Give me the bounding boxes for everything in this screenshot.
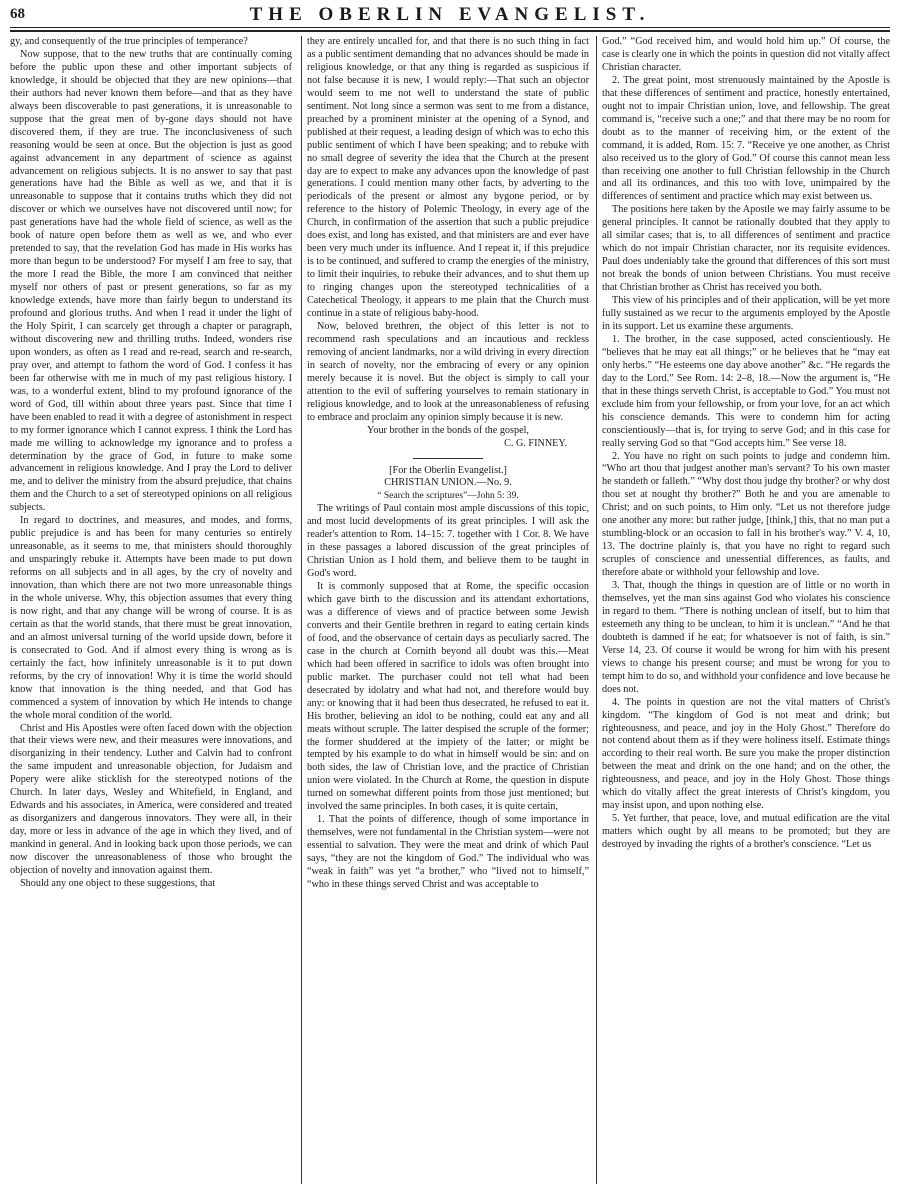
column-2: [307, 36, 589, 1184]
paragraph: 2. You have no right on such points to judge and condemn him. “Who art thou that judgest another man's servant? To his own master he standeth or falleth.” “Why dost thou judge thy brother? or why dost thou set at nought thy brother?” Both he and you are amenable to Christ; and on such points, to Him only. “Let us not therefore judge one another any more: but rather judge, [think,] this, that no man put a stumbling-block or an occasion to fall in his brother's way.” V. 4, 10, 13. The doctrine plainly is, that you have no right to regard such scruples of conscience and unessential differences, as faults, and therefore abate or withhold your fellowship and love.: [602, 450, 890, 579]
header-rule: [10, 27, 890, 28]
article-separator: [413, 458, 483, 459]
paragraph: 2. The great point, most strenuously maintained by the Apostle is that these differences of sentiment and practice, honestly entertained, ought not to impair Christian union, love, and fellowship. The great command is, “receive such a one;” and that there may be no room for doubt as to the manner of receiving him, or the extent of the command, it is added, Rom. 15: 7. “Receive ye one another, as Christ also received us to the glory of God.” Of course this cannot mean less than receiving one another to full Christian fellowship in the Church and all its ordinances, and this too with love, unimpaired by the differences of sentiment and practice which may exist between us.: [602, 74, 890, 203]
article-credit: [For the Oberlin Evangelist.]: [389, 464, 507, 476]
column-divider: [596, 36, 597, 1184]
letter-signature: C. G. FINNEY.: [504, 437, 567, 449]
paragraph: This view of his principles and of their application, will be yet more fully sustained as we recur to the arguments employed by the Apostle in its support. Let us examine these arguments.: [602, 295, 890, 332]
column-3: [602, 36, 890, 1184]
paragraph: 4. The points in question are not the vital matters of Christ's kingdom. “The kingdom of God is not meat and drink; but righteousness, and peace, and joy in the Holy Ghost.” Therefore do not contend about them as if they were holiness itself. Estimate things according to their real worth. Be sure you make the proper distinction between the meat and drink on the one hand; and on the other, the righteousness, and peace, and joy in the Holy Ghost. Those things which do vitally affect the great interests of Christ's kingdom, you may insist upon, and upon nothing else.: [602, 696, 890, 812]
paragraph: Now, beloved brethren, the object of this letter is not to recommend rash speculations and an incautious and reckless removing of ancient landmarks, nor a wild driving in every direction in search of novelty, nor the embracing of every or any opinion merely because it is novel. But the object is simply to call your attention to the evil of suffering yourselves to remain stationary in religious knowledge, and to look at the unreasonableness of refusing to embrace and proclaim any opinion simply because it is new.: [307, 320, 589, 423]
paragraph: The positions here taken by the Apostle we may fairly assume to be general principles. It cannot be rationally doubted that they apply to all similar cases; that is, to all differences of sentiment and practice which do not impair Christian character, nor its requisite evidences. Paul does undeniably take the ground that differences of this sort must not break the bonds of union between Christians. You must receive that Christian brother as Christ has received you both.: [602, 204, 890, 294]
article-title: CHRISTIAN UNION.—No. 9.: [384, 477, 512, 489]
column-divider: [301, 36, 302, 1184]
paragraph: 5. Yet further, that peace, love, and mutual edification are the vital matters which ought by all means to be promoted; but they are destroyed by invading the rights of a brother's conscience. “Let us: [602, 813, 890, 851]
page-number: 68: [10, 6, 25, 22]
paragraph: God.” “God received him, and would hold him up.” Of course, the case is clearly one in which the points in question did not vitally affect Christian character.: [602, 36, 890, 73]
paragraph: Should any one object to these suggestions, that: [20, 877, 216, 889]
masthead-title: THE OBERLIN EVANGELIST.: [249, 4, 651, 25]
letter-closing: Your brother in the bonds of the gospel,: [367, 424, 529, 436]
article-epigraph: “ Search the scriptures”—John 5: 39.: [377, 491, 519, 502]
paragraph: Christ and His Apostles were often faced down with the objection that their views were new, and their measures were innovations, and disorganizing in their tendency. Luther and Calvin had to confront the same impudent and unreasonable objection, for Judaism and Popery were alike sticklish for the stereotyped notions of the Church. In later days, Wesley and Whitefield, in England, and Edwards and his associates, in America, were considered and treated as disorganizers and dangerous innovators. They were all, in their day, more or less in advance of the age in which they lived, and of mankind in general. And in looking back upon those periods, we can now discover the unreasonableness of those who brought the objection of novelty and innovation against them.: [10, 722, 292, 876]
paragraph: 1. The brother, in the case supposed, acted conscientiously. He “believes that he may eat all things;” or he believes that he “may eat only herbs.” “He esteems one day above another” &c. “He regards the day to the Lord.” See Rom. 14: 2–8, 18.—Now the argument is, “He that in these things serveth Christ, is acceptable to God.” You must not exclude him from your fellowship, or from your love, for an act which his conscience demands. This were to condemn him for acting conscientiously—that is, for trying to serve God; and in this case for really serving God so that “God accepts him.” See verse 18.: [602, 333, 890, 449]
paragraph: It is commonly supposed that at Rome, the specific occasion which gave birth to the discussion and its attendant exhortations, was a difference of views and of practice between some Jewish converts and their Gentile brethren in regard to eating certain kinds of food, and the observance of certain days as peculiarly sacred. The case in the church at Cornith beyond all doubt was this.—Meat which had been offered in sacrifice to idols was often brought into public market. The purchaser could not tell what had been desecrated by idolatry and what had not, and therefore would buy any: or knowing that it had been thus desecrated, he refused to eat it. His brother, believing an idol to be nothing, could eat any and all meats without scruple. The latter despised the scruple of the former; the former shuddered at the impiety of the latter; or might be tempted by his example to do what in himself would be sin: and on both sides, the law of Christian love, and the practice of Christian union were violated. In the Church at Rome, the question in dispute turned on somewhat different points from those just mentioned; but involved the same principles. In both cases, it is quite certain,: [307, 581, 589, 813]
column-1: [10, 36, 292, 1184]
paragraph: gy, and consequently of the true principles of temperance?: [10, 36, 248, 47]
paragraph: they are entirely uncalled for, and that there is no such thing in fact as a public sentiment demanding that no advances should be made in religious knowledge, or that any thing is regarded as suspicious if not false because it is new, I would reply:—That such an objector would seem to me not well to understand the state of public sentiment. Not long since a sermon was sent to me from a distance, preached by a prominent minister at the opening of a Synod, and published at their request, a leading design of which was to echo this public sentiment of which I have been speaking; and to rebuke with no small degree of severity the idea that the Church at the present day are to expect to make any advances upon the knowledge of past generations. I could mention many other facts, by adverting to the periodicals of the present or almost any bygone period, or by reference to the history of Polemic Theology, in every age of the Church, in confirmation of the assertion that such a public prejudice does exist, and long has existed, and that ministers are and ever have been very much under its influence. And I repeat it, if this prejudice is to be continued, and suffered to cramp the energies of the ministry, to limit their inquiries, to rebuke their advances, and to shut them up to ringing changes upon the stereotyped technicalities of a Catechetical Theology, it appears to me plain that the Church must continue in a state of religious baby-hood.: [307, 36, 589, 320]
paragraph: The writings of Paul contain most ample discussions of this topic, and most lucid developments of its great principles. I will ask the reader's attention to Rom. 14–15: 7. together with 1 Cor. 8. We have in these passages a labored discussion of the great principles of Christian Union as I hold them, and believe them to be taught in God's word.: [307, 503, 589, 580]
header-rule-thick: [10, 30, 890, 32]
paragraph: Now suppose, that to the new truths that are continually coming before the public upon these and other important subjects of knowledge, it should be objected that they are new opinions—that their authors had never known them before—and that as they have always been discoverable to past generations, it is unreasonable to suppose that the great men of by-gone days should not have discovered them, if they are true. The inconclusiveness of such reasoning would be seen at once. But the objection is just as good against advancement in any department of science as against advancement on religious subjects. It is no answer to say that past generations have had the Bible as well as we, and that it is unreasonable to suppose that it contains truths which they did not discover or which we ourselves have not discovered until now; for past generations have had the whole field of science, as well as the book of nature open before them as well as we, and who ever pretended to say, that the revelation God has made in His works has more than begun to be understood? For myself I am free to say, that the more I read the Bible, the more I am convinced that neither myself nor others of past or present generations, so far as my knowledge extends, have more than fairly begun to understand its profound and glorious truths. And when I read it under the light of the Holy Spirit, I can scarcely get through a chapter or paragraph, without discovering new and thrilling truths. Indeed, wonders rise upon wonders, as often as I read and re-read, search and re-search, pray over, and attempt to fathom the word of God. I confess it has been far otherwise with me in much of my past religious history. I was, to a wonderful extent, blind to my profound ignorance of the word of God, till within about three years past. Since that time I have been enabled to read it with a degree of astonishment in respect to my former ignorance which I cannot express. I think the Lord has made me willing to acknowledge my ignorance and to profess a determination by the grace of God, in future to make some advancement in religious knowledge. And I pray the Lord to deliver me, and to deliver the ministry from the absurd prejudice, that chains them and the Church to a set of stereotyped opinions on all religious subjects.: [10, 48, 292, 514]
paragraph: 3. That, though the things in question are of little or no worth in themselves, yet the man sins against God who violates his conscience in regard to them. “There is nothing unclean of itself, but to him that esteemeth any thing to be unclean, to him it is unclean.” “And he that doubteth is damned if he eat; for whatsoever is not of faith, is sin.” Verse 14, 23. Of course it would be wrong for him with his present views to change his present course; and must be wrong for you to tempt him to do so, and withhold your confidence and love because he does not.: [602, 580, 890, 695]
paragraph: 1. That the points of difference, though of some importance in themselves, were not fundamental in the Christian system—were not essential to salvation. They were the meat and drink of which Paul says, “they are not the kingdom of God.” The individual who was “weak in faith” was yet “a brother,” who “lived not to himself,” “who in these things served Christ and was acceptable to: [307, 814, 589, 890]
paragraph: In regard to doctrines, and measures, and modes, and forms, public prejudice is and has been for many centuries so entirely unreasonable, as it seems to me, that ministers should thoroughly and unsparingly rebuke it. Attempts have been made to put down reforms on all subjects and in all ages, by the cry of novelty and innovation, than which there are not two more unreasonable things in the whole universe. Why, this objection assumes that every thing is now right, and that any change will be wrong of course. It is as certain as that the world stands, that there must be great innovation, and an almost universal turning of the world upside down, before it is consecrated to God. And if almost every thing is wrong as is certainly the fact, how infinitely unreasonable is it to put down reforms, by the cry of innovation! Why it is time the world should know that innovation is the thing needed, and that God has commenced a system of innovation by which He intends to change the whole moral condition of the world.: [10, 515, 292, 721]
